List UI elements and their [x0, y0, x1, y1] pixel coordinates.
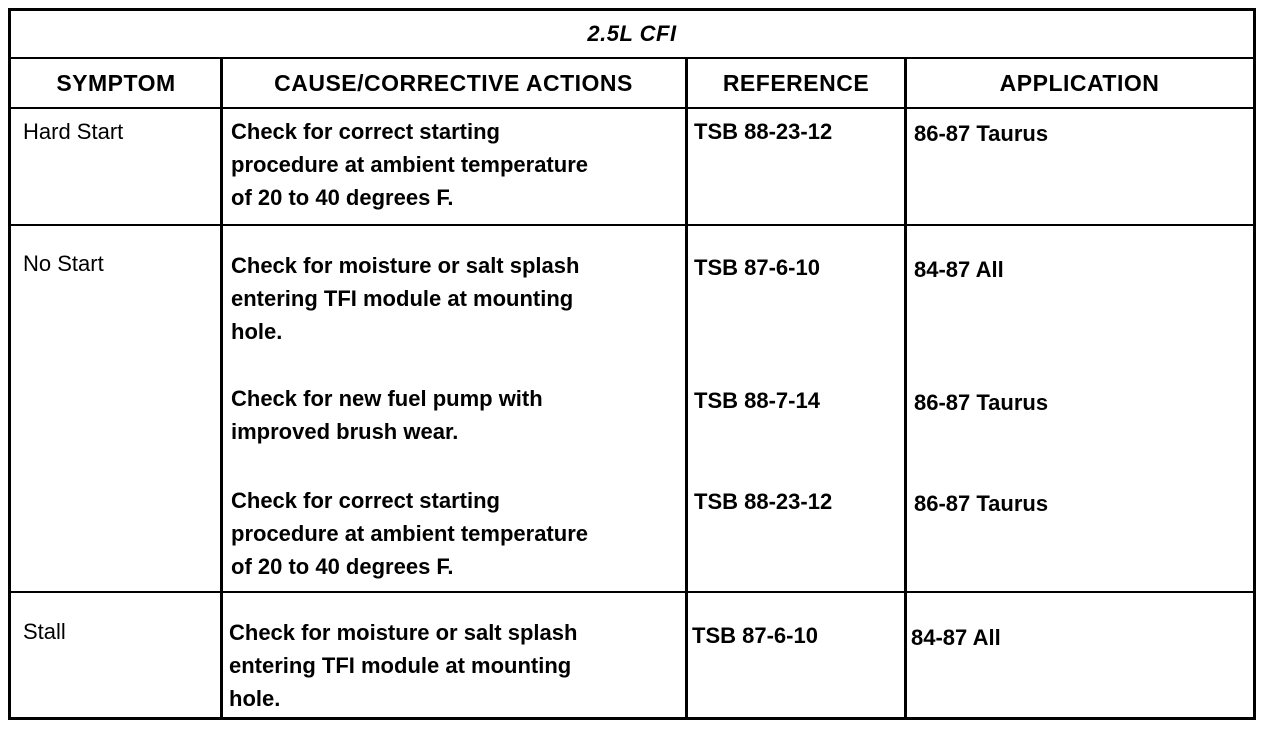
- symptom-cell: Hard Start: [23, 119, 124, 144]
- column-divider: [685, 59, 688, 717]
- service-bulletin-table: [8, 8, 1256, 720]
- symptom-cell: Stall: [23, 619, 66, 644]
- column-divider: [904, 59, 907, 717]
- header-cause: CAUSE/CORRECTIVE ACTIONS: [221, 59, 686, 109]
- row-divider: [11, 591, 1253, 593]
- application-cell: 86-87 Taurus: [914, 121, 1049, 146]
- application-cell: 84-87 All: [911, 625, 1001, 650]
- cause-cell: Check for correct starting procedure at ambient temperature of 20 to 40 degrees F.: [231, 119, 588, 210]
- cause-cell: Check for moisture or salt splash entering TFI module at mounting hole.: [231, 253, 580, 344]
- reference-cell: TSB 87-6-10: [692, 623, 818, 648]
- cause-cell: Check for correct starting procedure at ambient temperature of 20 to 40 degrees F.: [231, 488, 588, 579]
- column-divider: [220, 59, 223, 717]
- application-cell: 86-87 Taurus: [914, 491, 1049, 516]
- cause-cell: Check for moisture or salt splash entering TFI module at mounting hole.: [229, 620, 578, 711]
- application-cell: 84-87 All: [914, 257, 1004, 282]
- header-reference: REFERENCE: [686, 59, 906, 109]
- reference-cell: TSB 88-7-14: [694, 388, 820, 413]
- reference-cell: TSB 88-23-12: [694, 489, 833, 514]
- application-cell: 86-87 Taurus: [914, 390, 1049, 415]
- header-application: APPLICATION: [906, 59, 1253, 109]
- reference-cell: TSB 88-23-12: [694, 119, 833, 144]
- header-symptom: SYMPTOM: [11, 59, 221, 109]
- table-title: 2.5L CFI: [11, 11, 1253, 59]
- cause-cell: Check for new fuel pump with improved brush wear.: [231, 386, 543, 444]
- reference-cell: TSB 87-6-10: [694, 255, 820, 280]
- row-divider: [11, 224, 1253, 226]
- symptom-cell: No Start: [23, 251, 104, 276]
